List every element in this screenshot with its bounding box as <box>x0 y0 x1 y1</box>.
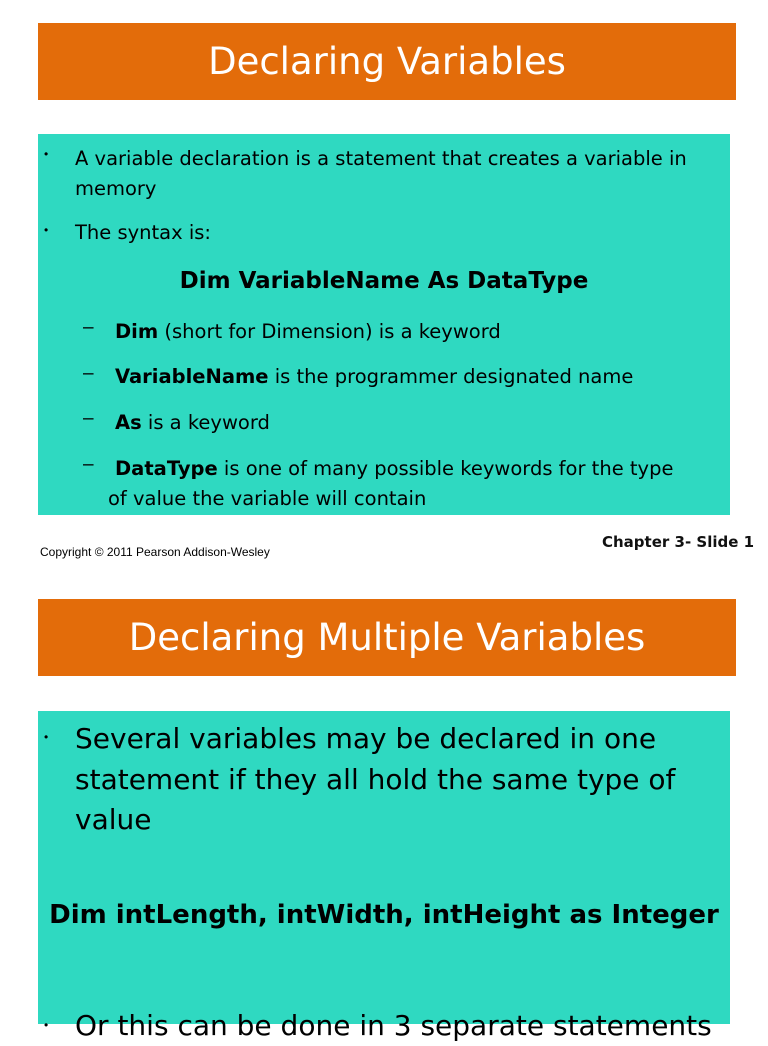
dash-icon: – <box>83 363 94 384</box>
slide-2-bullet-1-line-1: Several variables may be declared in one <box>75 722 657 755</box>
slide-2-title: Declaring Multiple Variables <box>128 616 646 659</box>
sub-item-as <box>115 409 270 437</box>
slide-2-bullet-1-line-3: value <box>75 803 152 836</box>
slide-2 <box>0 575 768 1042</box>
slide-2-bullet-1-line-2: statement if they all hold the same type of <box>75 763 676 796</box>
sub-item-text: is a keyword <box>141 411 270 434</box>
sub-item-keyword: Dim <box>115 320 159 343</box>
copyright-text: Copyright © 2011 Pearson Addison-Wesley <box>40 545 270 559</box>
dash-icon: – <box>83 317 94 338</box>
sub-item-text: is the programmer designated name <box>268 365 634 388</box>
sub-item-datatype <box>115 455 673 483</box>
slide-2-bullet-2: Or this can be done in 3 separate statements <box>75 1009 712 1042</box>
dash-icon: – <box>83 454 94 475</box>
sub-item-variablename <box>115 363 633 391</box>
slide-2-content <box>38 711 730 1042</box>
bullet-icon: • <box>44 730 49 744</box>
sub-item-keyword: As <box>115 411 142 434</box>
sub-item-keyword: VariableName <box>115 365 269 388</box>
syntax-line: Dim VariableName As DataType <box>179 268 589 294</box>
sub-item-text: (short for Dimension) is a keyword <box>158 320 501 343</box>
dash-icon: – <box>83 408 94 429</box>
slide-number-label: Chapter 3- Slide 1 <box>602 533 755 551</box>
sub-item-dim <box>115 318 501 346</box>
slide-1-content <box>38 134 730 515</box>
sub-item-text: is one of many possible keywords for the type <box>217 457 674 480</box>
sub-item-datatype-continuation: of value the variable will contain <box>108 487 427 510</box>
slide-1-bullet-1: A variable declaration is a statement that creates a variable in memory <box>75 147 687 200</box>
slide-1-title-bar <box>38 23 736 100</box>
code-line: Dim intLength, intWidth, intHeight as Integer <box>49 900 719 930</box>
sub-item-keyword: DataType <box>115 457 218 480</box>
bullet-icon: • <box>44 147 49 161</box>
slide-1-title: Declaring Variables <box>208 40 566 83</box>
bullet-icon: • <box>44 1018 49 1032</box>
slide-2-title-bar <box>38 599 736 676</box>
slide-1-bullet-2: The syntax is: <box>75 221 212 244</box>
bullet-icon: • <box>44 223 49 237</box>
